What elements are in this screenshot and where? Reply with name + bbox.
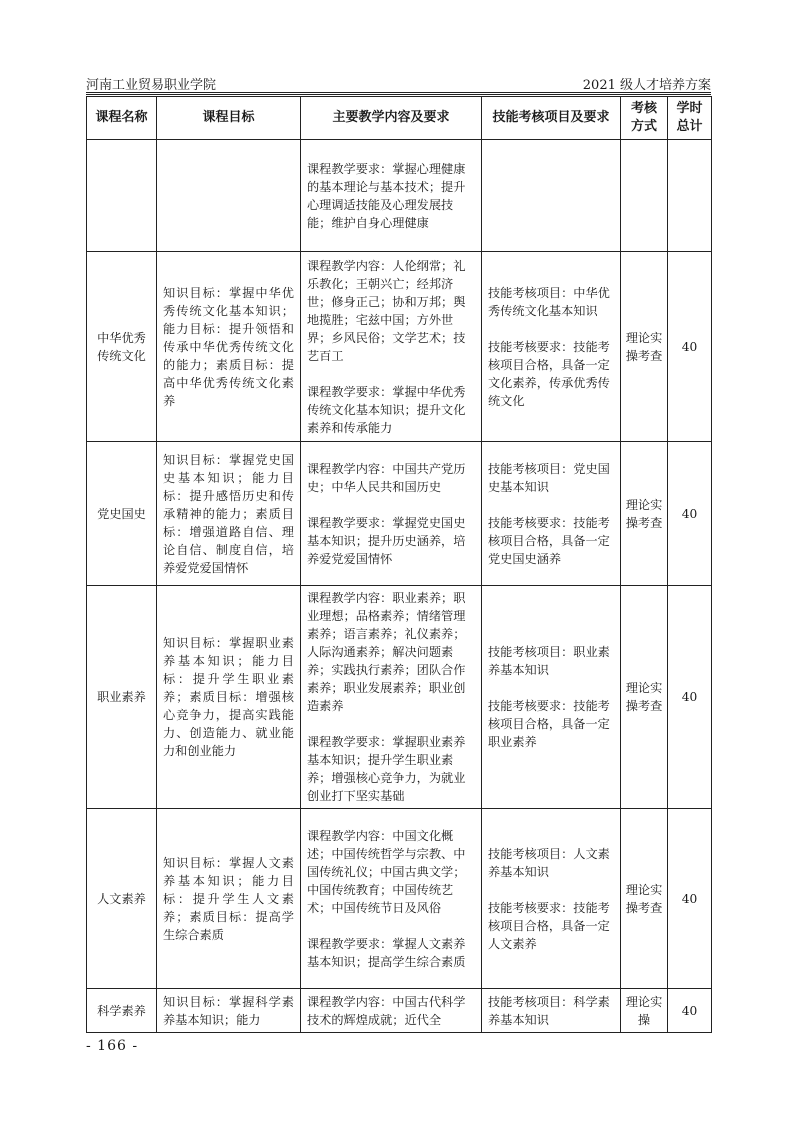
table-header-row xyxy=(87,97,712,140)
paragraph-gap xyxy=(307,715,475,733)
paragraph-gap xyxy=(488,881,614,899)
teaching-requirement-text: 课程教学要求：掌握人文素养基本知识；提高学生综合素质 xyxy=(307,936,466,969)
course-name-cell: 党史国史 xyxy=(87,442,157,586)
skill-assessment-cell xyxy=(482,809,621,989)
header-rule-double xyxy=(86,94,711,95)
teaching-requirement-text: 课程教学要求：掌握中华优秀传统文化基本知识；提升文化素养和传承能力 xyxy=(307,384,466,435)
skill-assessment-cell xyxy=(482,140,621,252)
teaching-requirement-text: 课程教学要求：掌握职业素养基本知识；提升学生职业素养；增强核心竞争力，为就业创业打下坚实基础 xyxy=(307,735,466,803)
course-goal-cell: 知识目标：掌握科学素养基本知识；能力 xyxy=(157,989,301,1033)
table-row xyxy=(87,989,712,1033)
course-goal-cell: 知识目标：掌握职业素养基本知识；能力目标：提升学生职业素养；素质目标：增强核心竞争力，提高实践能力、创造能力、就业能力和创业能力 xyxy=(157,586,301,809)
table-row xyxy=(87,140,712,252)
skill-requirement-text: 技能考核要求：技能考核项目合格，具备一定党史国史涵养 xyxy=(488,515,610,566)
course-goal-cell: 知识目标：掌握人文素养基本知识；能力目标：提升学生人文素养；素质目标：提高学生综合素质 xyxy=(157,809,301,989)
skill-requirement-text: 技能考核要求：技能考核项目合格，具备一定文化素养，传承优秀传统文化 xyxy=(488,339,610,408)
header-course-goal: 课程目标 xyxy=(157,97,301,140)
skill-item-text: 技能考核项目：党史国史基本知识 xyxy=(488,461,610,494)
skill-item-text: 技能考核项目：职业素养基本知识 xyxy=(488,645,610,677)
paragraph-gap xyxy=(307,365,475,383)
teaching-content-text: 课程教学内容：人伦纲常；礼乐教化；王朝兴亡；经邦济世；修身正己；协和万邦；舆地揽胜；宅兹中国；方外世界；乡风民俗；文学艺术；技艺百工 xyxy=(307,258,466,363)
skill-requirement-text: 技能考核要求：技能考核项目合格，具备一定人文素养 xyxy=(488,900,610,951)
course-goal-cell: 知识目标：掌握党史国史基本知识；能力目标：提升感悟历史和传承精神的能力；素质目标：增强道路自信、理论自信、制度自信，培养爱党爱国情怀 xyxy=(157,442,301,586)
skill-assessment-cell xyxy=(482,442,621,586)
table-row xyxy=(87,809,712,989)
skill-requirement-text: 技能考核要求：技能考核项目合格，具备一定职业素养 xyxy=(488,699,610,749)
table-row xyxy=(87,586,712,809)
teaching-content-text: 课程教学内容：中国共产党历史；中华人民共和国历史 xyxy=(307,461,466,494)
teaching-content-cell xyxy=(301,140,482,252)
course-name-cell: 职业素养 xyxy=(87,586,157,809)
header-rule xyxy=(86,92,711,93)
skill-item-text: 技能考核项目：人文素养基本知识 xyxy=(488,846,610,879)
total-hours-cell: 40 xyxy=(668,442,712,586)
teaching-content-cell xyxy=(301,809,482,989)
school-name: 河南工业贸易职业学院 xyxy=(86,78,217,93)
teaching-requirement-text: 课程教学要求：掌握党史国史基本知识；提升历史涵养，培养爱党爱国情怀 xyxy=(307,515,466,566)
teaching-content-text: 课程教学内容：中国文化概述；中国传统哲学与宗教、中国传统礼仪；中国古典文学；中国传统教育；中国传统艺术；中国传统节日及风俗 xyxy=(307,828,466,915)
page-number: - 166 - xyxy=(86,1038,139,1054)
plan-title: 2021 级人才培养方案 xyxy=(582,78,711,93)
paragraph-gap xyxy=(488,496,614,514)
header-main-content: 主要教学内容及要求 xyxy=(301,97,482,140)
paragraph-gap xyxy=(488,679,614,697)
assessment-method-cell: 理论实操考查 xyxy=(621,586,668,809)
teaching-content-cell xyxy=(301,252,482,442)
skill-assessment-cell xyxy=(482,586,621,809)
teaching-content-text: 课程教学内容：职业素养；职业理想；品格素养；情绪管理素养；语言素养；礼仪素养；人际沟通素养；解决问题素养；实践执行素养；团队合作素养；职业发展素养；职业创造素养 xyxy=(307,591,466,713)
header-course-name: 课程名称 xyxy=(87,97,157,140)
assessment-method-cell: 理论实操 xyxy=(621,989,668,1033)
header-skill-assessment: 技能考核项目及要求 xyxy=(482,97,621,140)
assessment-method-cell: 理论实操考查 xyxy=(621,809,668,989)
course-name-cell xyxy=(87,140,157,252)
skill-assessment-cell xyxy=(482,989,621,1033)
course-name-cell: 中华优秀传统文化 xyxy=(87,252,157,442)
teaching-content-cell xyxy=(301,989,482,1033)
assessment-method-cell: 理论实操考查 xyxy=(621,252,668,442)
course-goal-cell xyxy=(157,140,301,252)
header-total-hours: 学时总计 xyxy=(668,97,712,140)
teaching-content-cell xyxy=(301,442,482,586)
paragraph-gap xyxy=(488,320,614,338)
course-name-cell: 人文素养 xyxy=(87,809,157,989)
teaching-content-cell xyxy=(301,586,482,809)
total-hours-cell: 40 xyxy=(668,586,712,809)
teaching-content-text: 课程教学内容：中国古代科学技术的辉煌成就；近代全 xyxy=(307,994,466,1027)
paragraph-gap xyxy=(307,917,475,935)
skill-assessment-cell xyxy=(482,252,621,442)
assessment-method-cell: 理论实操考查 xyxy=(621,442,668,586)
skill-item-text: 技能考核项目：中华优秀传统文化基本知识 xyxy=(488,285,610,318)
header-assessment-method: 考核方式 xyxy=(621,97,668,140)
total-hours-cell: 40 xyxy=(668,809,712,989)
table-row xyxy=(87,252,712,442)
assessment-method-cell xyxy=(621,140,668,252)
teaching-requirement-text: 课程教学要求：掌握心理健康的基本理论与基本技术；提升心理调适技能及心理发展技能；维护自身心理健康 xyxy=(307,161,466,230)
skill-item-text: 技能考核项目：科学素养基本知识 xyxy=(488,994,610,1027)
curriculum-table xyxy=(86,96,712,1033)
total-hours-cell: 40 xyxy=(668,989,712,1033)
paragraph-gap xyxy=(307,496,475,514)
course-goal-cell: 知识目标：掌握中华优秀传统文化基本知识；能力目标：提升领悟和传承中华优秀传统文化的能力；素质目标：提高中华优秀传统文化素养 xyxy=(157,252,301,442)
table-row xyxy=(87,442,712,586)
total-hours-cell: 40 xyxy=(668,252,712,442)
course-name-cell: 科学素养 xyxy=(87,989,157,1033)
total-hours-cell xyxy=(668,140,712,252)
page-header xyxy=(86,70,711,93)
